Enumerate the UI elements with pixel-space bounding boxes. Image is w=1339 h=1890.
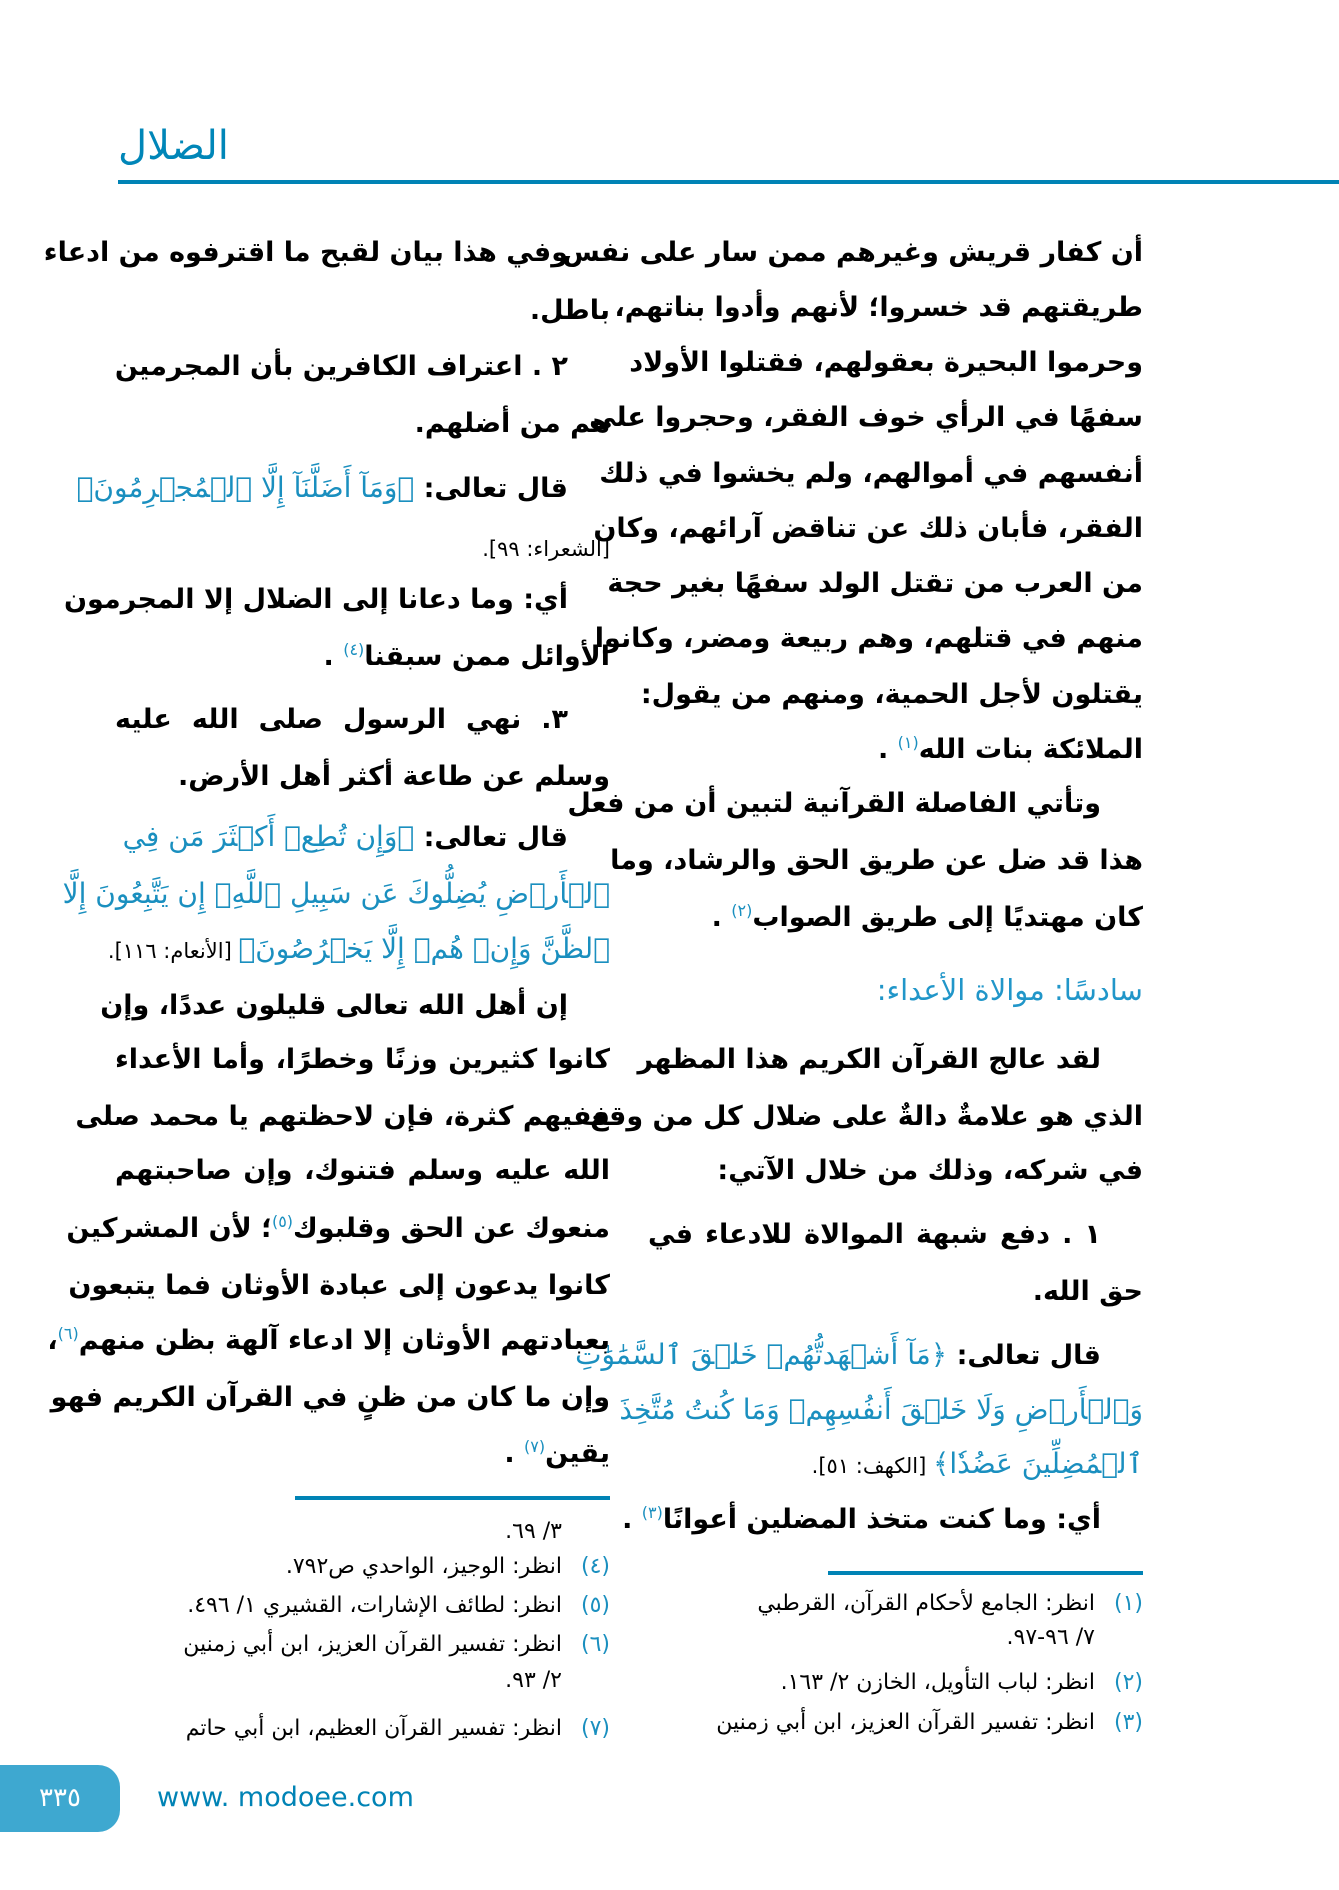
body-text: كانوا يدعون إلى عبادة الأوثان فما يتبعون xyxy=(68,1270,610,1301)
text-line xyxy=(607,562,1143,606)
verse-citation: [الأنعام: ١١٦]. xyxy=(107,939,239,963)
body-text: ٢ . اعتراف الكافرين بأن المجرمين xyxy=(114,351,568,382)
text-line xyxy=(115,755,610,799)
footnote-text: انظر: تفسير القرآن العزيز، ابن أبي زمنين xyxy=(716,1710,1095,1735)
footnote-ref[interactable]: (٤) xyxy=(343,640,365,659)
text-line xyxy=(50,1376,610,1420)
text-line xyxy=(115,402,610,446)
text-line xyxy=(62,872,610,916)
footnote-divider-right xyxy=(828,1571,1143,1575)
footnote-text: ٣/ ٦٩. xyxy=(505,1519,562,1544)
text-line xyxy=(115,698,610,742)
body-text: وفي هذا بيان لقبح ما اقترفوه من ادعاء xyxy=(43,237,568,268)
footnote-ref[interactable]: (٢) xyxy=(731,901,753,920)
text-line xyxy=(590,1095,1143,1139)
body-text: ؛ لأن المشركين xyxy=(66,1213,272,1244)
chapter-title: الضلال xyxy=(118,123,229,169)
body-text: من العرب من تقتل الولد سفهًا بغير حجة xyxy=(607,568,1143,599)
verse-citation: [الكهف: ٥١]. xyxy=(811,1454,933,1478)
footnote-text: انظر: الجامع لأحكام القرآن، القرطبي xyxy=(757,1591,1095,1616)
footnote-text: انظر: الوجيز، الواحدي ص٧٩٢. xyxy=(285,1554,562,1579)
text-line xyxy=(637,1038,1143,1082)
text-line xyxy=(614,286,1143,330)
body-text: يقين xyxy=(545,1438,610,1469)
body-text: ففيهم كثرة، فإن لاحظتهم يا محمد صلى xyxy=(75,1101,610,1132)
section-heading xyxy=(648,968,1143,1012)
text-line xyxy=(589,396,1143,440)
footnote xyxy=(648,1587,1143,1621)
body-text: قال تعالى: xyxy=(947,1340,1101,1371)
footnote-text: انظر: تفسير القرآن العزيز، ابن أبي زمنين xyxy=(183,1632,562,1657)
page-number-badge: ٣٣٥ xyxy=(0,1765,120,1832)
text-line xyxy=(619,1388,1143,1432)
text-line xyxy=(43,231,610,275)
body-text: . xyxy=(878,734,898,765)
footnote-ref[interactable]: (٣) xyxy=(641,1503,663,1522)
text-line xyxy=(115,526,610,570)
body-text: الذي هو علامةٌ دالةٌ على ضلال كل من وقع xyxy=(590,1101,1143,1132)
footnote xyxy=(115,1628,610,1662)
text-line xyxy=(115,815,610,859)
text-line xyxy=(107,927,610,971)
website-link[interactable]: www. modoee.com xyxy=(157,1782,414,1813)
footnote-ref[interactable]: (٥) xyxy=(271,1212,294,1231)
text-line xyxy=(629,341,1143,385)
text-line xyxy=(68,1264,610,1308)
footnote xyxy=(115,1550,610,1584)
body-text: منعوك عن الحق وقلبوك xyxy=(293,1213,610,1244)
footnote xyxy=(648,1666,1143,1700)
quran-verse: ٱلۡمُضِلِّينَ عَضُدٗا﴾ xyxy=(932,1447,1143,1480)
quran-verse: ﴿وَإِن تُطِعۡ أَكۡثَرَ مَن فِي xyxy=(122,820,415,853)
footnote-number: (١) xyxy=(1113,1591,1143,1616)
text-line xyxy=(115,345,610,389)
body-text: ، xyxy=(47,1325,58,1356)
body-text: يقتلون لأجل الحمية، ومنهم من يقول: xyxy=(640,679,1143,710)
body-text: قال تعالى: xyxy=(414,822,568,853)
footnote-divider-left xyxy=(295,1496,610,1500)
body-text: ٣. نهي الرسول صلى الله عليه xyxy=(115,704,568,735)
text-line xyxy=(610,839,1143,883)
footnote xyxy=(648,1621,1143,1655)
text-line xyxy=(599,452,1143,496)
heading-text: سادسًا: موالاة الأعداء: xyxy=(876,973,1143,1007)
body-text: الأوائل ممن سبقنا xyxy=(364,641,610,672)
body-text: . xyxy=(323,641,344,672)
footnote xyxy=(115,1712,610,1746)
body-text: أنفسهم في أموالهم، ولم يخشوا في ذلك xyxy=(599,458,1143,489)
body-text: إن أهل الله تعالى قليلون عددًا، وإن xyxy=(100,990,568,1021)
text-line xyxy=(47,1319,610,1363)
text-line xyxy=(115,1038,610,1082)
footnote-ref[interactable]: (١) xyxy=(897,733,919,752)
text-line xyxy=(648,896,1143,940)
body-text: أي: وما كنت متخذ المضلين أعوانًا xyxy=(662,1504,1101,1535)
body-text: . xyxy=(504,1438,525,1469)
quran-verse: ﴿وَمَآ أَضَلَّنَآ إِلَّا ٱلۡمُجۡرِمُونَ﴾ xyxy=(76,471,415,504)
quran-verse: ٱلظَّنَّ وَإِنۡ هُمۡ إِلَّا يَخۡرُصُونَ﴾ xyxy=(238,932,610,965)
text-line xyxy=(622,1498,1143,1542)
footnote-number: (٤) xyxy=(580,1554,610,1579)
footnote-text: ٧/ ٩٦-٩٧. xyxy=(1006,1625,1095,1650)
footnote-ref[interactable]: (٦) xyxy=(57,1324,79,1343)
body-text: الملائكة بنات الله xyxy=(918,734,1143,765)
body-text: طريقتهم قد خسروا؛ لأنهم وأدوا بناتهم، xyxy=(614,292,1143,323)
body-text: لقد عالج القرآن الكريم هذا المظهر xyxy=(637,1044,1101,1075)
text-line xyxy=(648,728,1143,772)
text-line xyxy=(115,289,610,333)
text-line xyxy=(567,782,1143,826)
text-line xyxy=(594,617,1143,661)
body-text: منهم في قتلهم، وهم ربيعة ومضر، وكانوا xyxy=(594,623,1143,654)
body-text: حق الله. xyxy=(1032,1276,1143,1307)
text-line xyxy=(75,1095,610,1139)
body-text: هم من أضلهم. xyxy=(414,408,610,439)
text-line xyxy=(115,1149,610,1193)
text-line xyxy=(562,231,1143,275)
quran-verse: ﴿مَآ أَشۡهَدتُّهُمۡ خَلۡقَ ٱلسَّمَٰوَٰتِ xyxy=(575,1338,948,1371)
text-line xyxy=(115,1432,610,1476)
text-line xyxy=(648,1149,1143,1193)
body-text: . xyxy=(622,1504,642,1535)
footnote-number: (٢) xyxy=(1113,1670,1143,1695)
body-text: سفهًا في الرأي خوف الفقر، وحجروا على xyxy=(589,402,1143,433)
body-text: وحرموا البحيرة بعقولهم، فقتلوا الأولاد xyxy=(629,347,1143,378)
footnote xyxy=(115,1589,610,1623)
verse-citation: [الشعراء: ٩٩]. xyxy=(482,537,610,561)
body-text: كانوا كثيرين وزنًا وخطرًا، وأما الأعداء xyxy=(115,1044,610,1075)
body-text: هذا قد ضل عن طريق الحق والرشاد، وما xyxy=(610,845,1143,876)
body-text: أي: وما دعانا إلى الضلال إلا المجرمون xyxy=(64,584,568,615)
body-text: الفقر، فأبان ذلك عن تناقض آرائهم، وكان xyxy=(593,513,1143,544)
footnote xyxy=(115,1664,610,1698)
body-text: كان مهتديًا إلى طريق الصواب xyxy=(752,902,1143,933)
quran-verse: ٱلۡأَرۡضِ يُضِلُّوكَ عَن سَبِيلِ ٱللَّهِۚ إِن يَتَّبِعُونَ إِلَّا xyxy=(62,877,610,910)
footnote-text: انظر: لطائف الإشارات، القشيري ١/ ٤٩٦. xyxy=(187,1593,562,1618)
body-text: . xyxy=(711,902,732,933)
footnote-number: (٧) xyxy=(580,1716,610,1741)
text-line xyxy=(640,673,1143,717)
text-line xyxy=(115,635,610,679)
body-text: في شركه، وذلك من خلال الآتي: xyxy=(717,1155,1143,1186)
body-text: بعبادتهم الأوثان إلا ادعاء آلهة بظن منهم xyxy=(78,1325,610,1356)
footnote xyxy=(648,1706,1143,1740)
text-line xyxy=(648,1442,1143,1486)
body-text: قال تعالى: xyxy=(414,473,568,504)
text-line xyxy=(76,466,610,510)
footnote xyxy=(115,1515,610,1549)
footnote-number: (٦) xyxy=(580,1632,610,1657)
quran-verse: وَٱلۡأَرۡضِ وَلَا خَلۡقَ أَنفُسِهِمۡ وَمَا كُنتُ مُتَّخِذَ xyxy=(619,1393,1143,1426)
body-text: أن كفار قريش وغيرهم ممن سار على نفس xyxy=(562,237,1143,268)
text-line xyxy=(575,1333,1143,1377)
text-line xyxy=(66,1207,610,1251)
footnote-ref[interactable]: (٧) xyxy=(524,1437,546,1456)
footnote-number: (٣) xyxy=(1113,1710,1143,1735)
body-text: الله عليه وسلم فتنوك، وإن صاحبتهم xyxy=(115,1155,610,1186)
footnote-text: انظر: تفسير القرآن العظيم، ابن أبي حاتم xyxy=(185,1716,562,1741)
text-line xyxy=(64,578,610,622)
footnote-text: انظر: لباب التأويل، الخازن ٢/ ١٦٣. xyxy=(780,1670,1095,1695)
text-line xyxy=(648,1270,1143,1314)
body-text: وتأتي الفاصلة القرآنية لتبين أن من فعل xyxy=(567,788,1101,819)
body-text: وإن ما كان من ظنٍ في القرآن الكريم فهو xyxy=(50,1382,610,1413)
body-text: ١ . دفع شبهة الموالاة للادعاء في xyxy=(648,1219,1101,1250)
body-text: باطل. xyxy=(529,295,610,326)
text-line xyxy=(648,1213,1143,1257)
body-text: وسلم عن طاعة أكثر أهل الأرض. xyxy=(178,761,610,792)
text-line xyxy=(100,984,610,1028)
footnote-text: ٢/ ٩٣. xyxy=(505,1668,562,1693)
footnote-number: (٥) xyxy=(580,1593,610,1618)
text-line xyxy=(593,507,1143,551)
